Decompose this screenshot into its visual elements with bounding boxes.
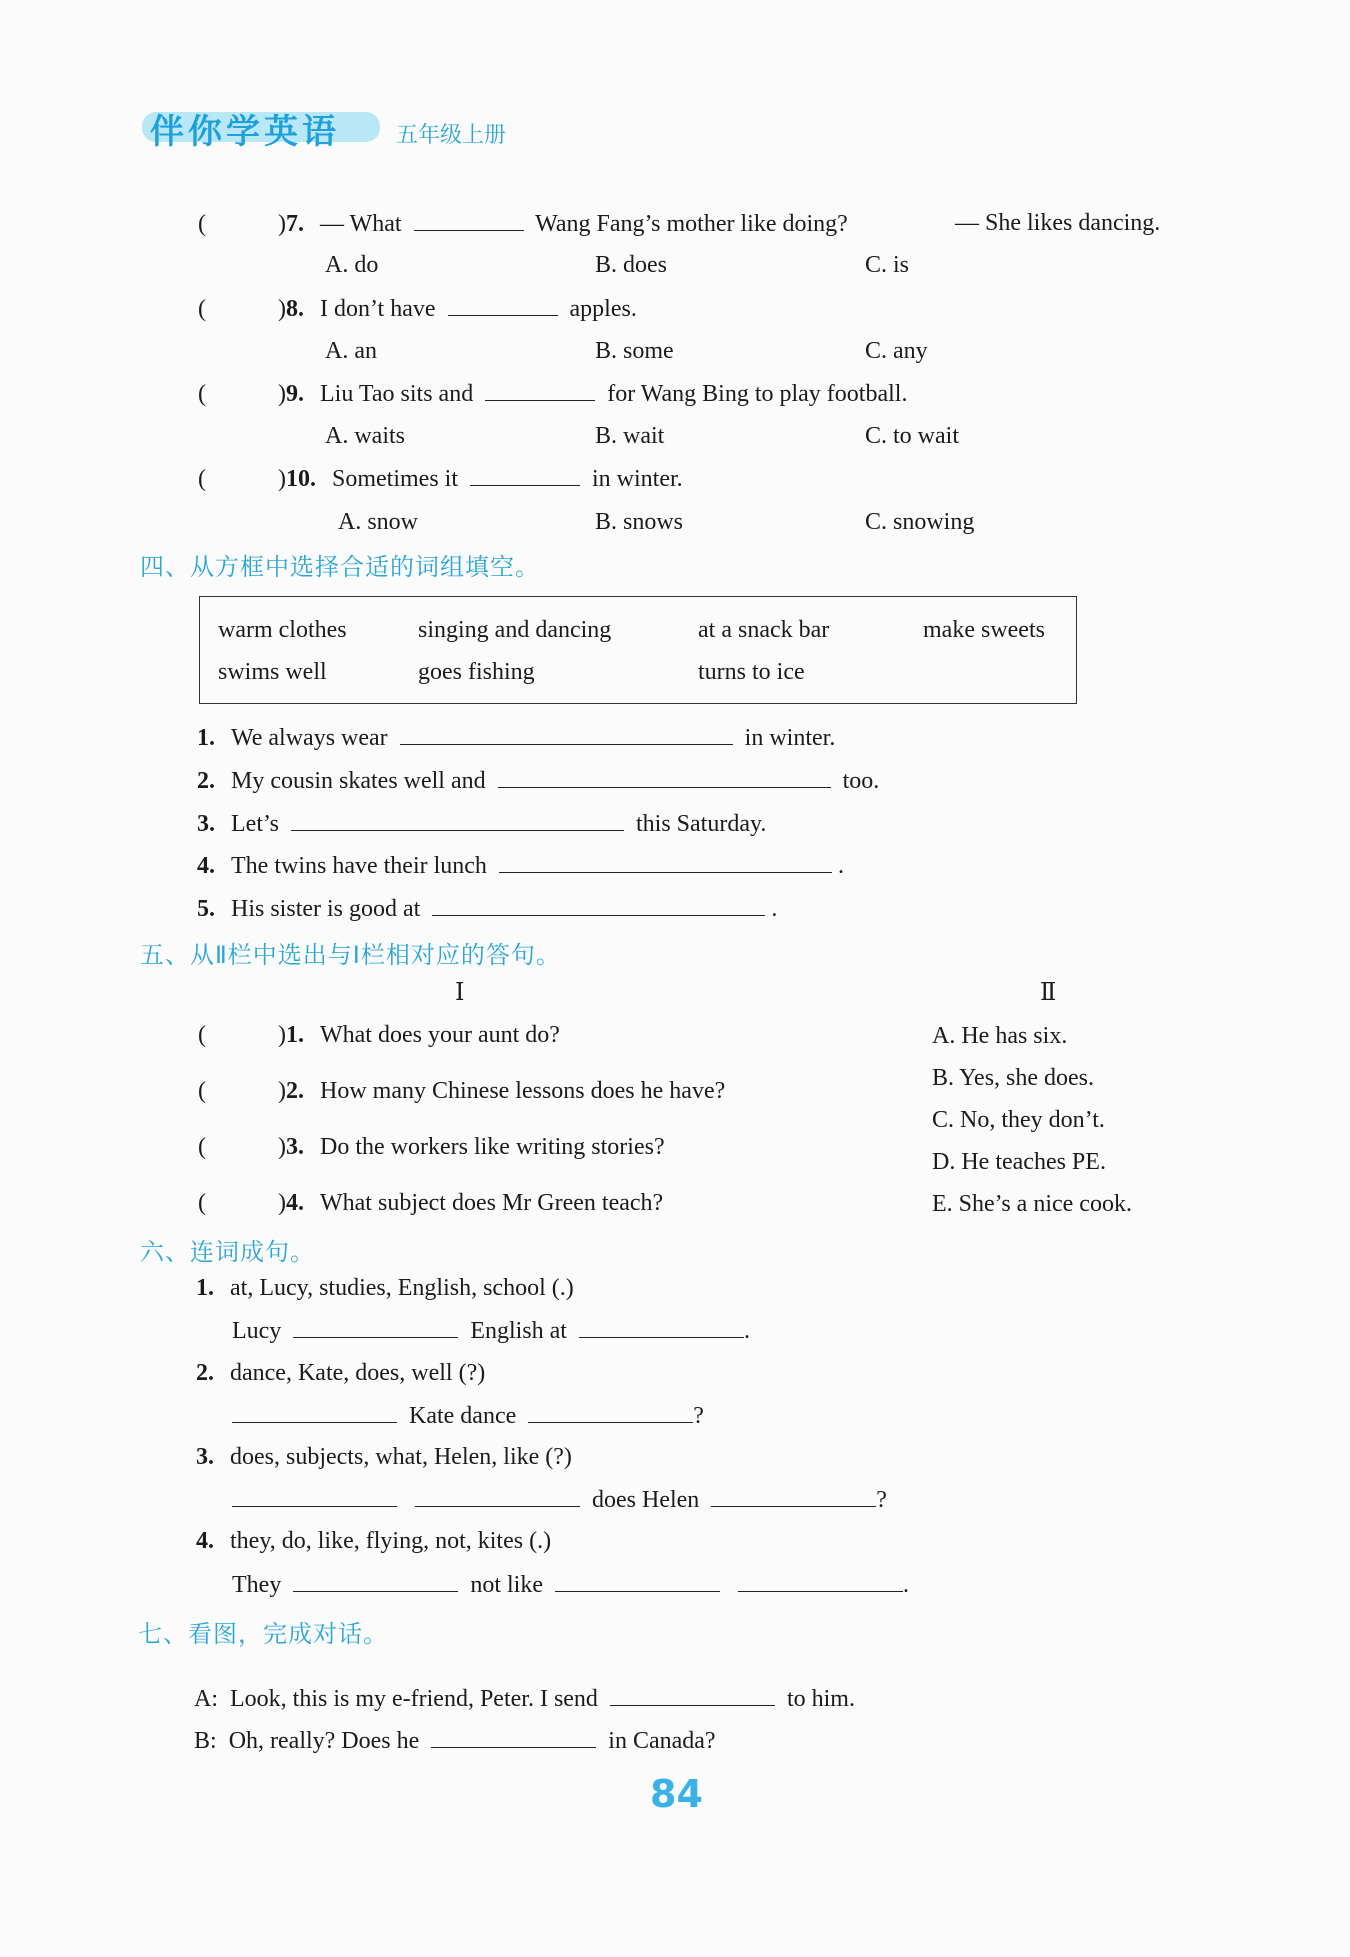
answer-blank[interactable] bbox=[470, 463, 580, 486]
match-question-3: ( )3. Do the workers like writing stories? bbox=[198, 1134, 665, 1160]
option-b: B. some bbox=[595, 338, 674, 364]
book-subtitle: 五年级上册 bbox=[396, 123, 507, 148]
column-2-label: Ⅱ bbox=[1040, 980, 1057, 1006]
word-bank-item: turns to ice bbox=[698, 659, 805, 685]
answer-blank[interactable] bbox=[415, 1484, 580, 1507]
match-answer-e: E. She’s a nice cook. bbox=[932, 1191, 1132, 1217]
match-question-2: ( )2. How many Chinese lessons does he have? bbox=[198, 1078, 726, 1104]
word-bank-item: swims well bbox=[218, 659, 327, 685]
answer-blank[interactable] bbox=[498, 765, 831, 788]
word-bank-item: warm clothes bbox=[218, 617, 347, 643]
match-answer-d: D. He teaches PE. bbox=[932, 1149, 1106, 1175]
question-7: ( )7. — What Wang Fang’s mother like doing? bbox=[198, 208, 848, 239]
answer-blank[interactable] bbox=[432, 893, 765, 916]
answer-blank[interactable] bbox=[528, 1400, 693, 1423]
option-b: B. snows bbox=[595, 509, 684, 535]
question-7-response: — She likes dancing. bbox=[955, 210, 1161, 236]
match-answer-a: A. He has six. bbox=[932, 1023, 1068, 1049]
section-7-heading: 七、看图，完成对话。 bbox=[138, 1620, 388, 1648]
dialogue-line-a: A: Look, this is my e-friend, Peter. I send to him. bbox=[194, 1683, 855, 1714]
match-answer-b: B. Yes, she does. bbox=[932, 1065, 1095, 1091]
scramble-1-answer: Lucy English at . bbox=[232, 1315, 750, 1346]
answer-blank[interactable] bbox=[555, 1569, 720, 1592]
answer-blank[interactable] bbox=[738, 1569, 903, 1592]
answer-blank[interactable] bbox=[431, 1725, 596, 1748]
word-bank-item: at a snack bar bbox=[698, 617, 830, 643]
section-6-heading: 六、连词成句。 bbox=[140, 1238, 315, 1266]
scramble-1-words: 1. at, Lucy, studies, English, school (.) bbox=[196, 1275, 574, 1301]
question-9: ( )9. Liu Tao sits and for Wang Bing to play football. bbox=[198, 378, 907, 409]
option-a: A. waits bbox=[325, 423, 405, 449]
option-a: A. an bbox=[325, 338, 377, 364]
word-bank-item: singing and dancing bbox=[418, 617, 612, 643]
option-a: A. snow bbox=[338, 509, 419, 535]
match-question-4: ( )4. What subject does Mr Green teach? bbox=[198, 1190, 664, 1216]
answer-blank[interactable] bbox=[610, 1683, 775, 1706]
option-a: A. do bbox=[325, 252, 379, 278]
page-number: 84 bbox=[650, 1772, 703, 1816]
answer-blank[interactable] bbox=[711, 1484, 876, 1507]
option-b: B. does bbox=[595, 252, 667, 278]
answer-blank[interactable] bbox=[291, 808, 624, 831]
fill-item-5: 5. His sister is good at . bbox=[197, 893, 777, 924]
fill-item-3: 3. Let’s this Saturday. bbox=[197, 808, 766, 839]
answer-blank[interactable] bbox=[400, 722, 733, 745]
scramble-4-words: 4. they, do, like, flying, not, kites (.) bbox=[196, 1528, 552, 1554]
option-b: B. wait bbox=[595, 423, 665, 449]
question-8: ( )8. I don’t have apples. bbox=[198, 293, 637, 324]
question-10: ( )10. Sometimes it in winter. bbox=[198, 463, 683, 494]
answer-blank[interactable] bbox=[232, 1400, 397, 1423]
word-bank-item: goes fishing bbox=[418, 659, 535, 685]
fill-item-2: 2. My cousin skates well and too. bbox=[197, 765, 879, 796]
section-5-heading: 五、从Ⅱ栏中选出与Ⅰ栏相对应的答句。 bbox=[140, 941, 561, 969]
scramble-4-answer: They not like . bbox=[232, 1569, 909, 1600]
book-title: 伴你学英语 bbox=[150, 112, 340, 152]
word-bank-item: make sweets bbox=[923, 617, 1045, 643]
fill-item-1: 1. We always wear in winter. bbox=[197, 722, 835, 753]
answer-blank[interactable] bbox=[485, 378, 595, 401]
option-c: C. to wait bbox=[865, 423, 959, 449]
answer-blank[interactable] bbox=[499, 850, 832, 873]
option-c: C. is bbox=[865, 252, 910, 278]
answer-blank[interactable] bbox=[293, 1315, 458, 1338]
option-c: C. snowing bbox=[865, 509, 975, 535]
word-bank-box bbox=[199, 596, 1077, 704]
answer-blank[interactable] bbox=[293, 1569, 458, 1592]
option-c: C. any bbox=[865, 338, 928, 364]
answer-blank[interactable] bbox=[414, 208, 524, 231]
column-1-label: Ⅰ bbox=[455, 980, 465, 1006]
answer-blank[interactable] bbox=[232, 1484, 397, 1507]
section-4-heading: 四、从方框中选择合适的词组填空。 bbox=[140, 553, 540, 581]
scramble-3-words: 3. does, subjects, what, Helen, like (?) bbox=[196, 1444, 572, 1470]
scramble-3-answer: does Helen ? bbox=[226, 1484, 887, 1515]
dialogue-line-b: B: Oh, really? Does he in Canada? bbox=[194, 1725, 716, 1756]
answer-blank[interactable] bbox=[579, 1315, 744, 1338]
fill-item-4: 4. The twins have their lunch . bbox=[197, 850, 844, 881]
scramble-2-answer: Kate dance ? bbox=[226, 1400, 704, 1431]
scramble-2-words: 2. dance, Kate, does, well (?) bbox=[196, 1360, 486, 1386]
match-question-1: ( )1. What does your aunt do? bbox=[198, 1022, 560, 1048]
answer-blank[interactable] bbox=[448, 293, 558, 316]
match-answer-c: C. No, they don’t. bbox=[932, 1107, 1105, 1133]
